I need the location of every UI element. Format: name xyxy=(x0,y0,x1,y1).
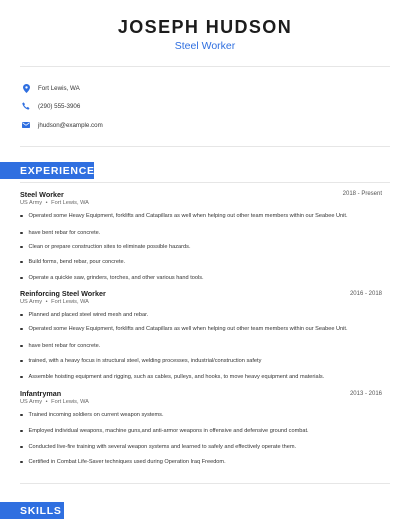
job-dates: 2018 - Present xyxy=(342,191,382,197)
email-link[interactable]: jhudson@example.com xyxy=(38,121,103,129)
job-title: Steel Worker xyxy=(20,190,64,199)
bullet-item: Conducted live-fire training with several weapon systems and learned to safely and effectively operate them. xyxy=(20,444,296,450)
job-org: US Army xyxy=(20,399,43,405)
job-role: Steel Worker xyxy=(174,40,236,52)
job-subtitle xyxy=(20,399,89,405)
job-org: US Army xyxy=(20,200,43,206)
phone-icon xyxy=(22,102,30,110)
contact-phone xyxy=(22,102,80,110)
section-experience: EXPERIENCE xyxy=(0,162,94,179)
phone-text: (290) 555-3906 xyxy=(38,102,81,110)
job-title: Reinforcing Steel Worker xyxy=(20,289,106,298)
name-heading: JOSEPH HUDSON xyxy=(117,17,293,37)
bullet-item: have bent rebar for concrete. xyxy=(20,230,100,236)
job-dates: 2016 - 2018 xyxy=(349,291,382,297)
job-title: Infantryman xyxy=(20,389,62,398)
location-text: Fort Lewis, WA xyxy=(38,84,80,92)
bullet-item: Clean or prepare construction sites to eliminate possible hazards. xyxy=(20,244,191,250)
bullet-item: have bent rebar for concrete. xyxy=(20,343,100,349)
bullet-item: Trained incoming soldiers on current weapon systems. xyxy=(20,412,164,418)
bullet-item: trained, with a heavy focus in structural steel, welding processes, industrial/construction safety xyxy=(20,358,261,364)
job-subtitle xyxy=(20,200,89,206)
divider-contact xyxy=(20,146,390,147)
email-icon xyxy=(22,121,30,129)
job-subtitle xyxy=(20,299,89,305)
job-location: Fort Lewis, WA xyxy=(51,399,89,405)
bullet-item: Assemble hoisting equipment and rigging, such as cables, pulleys, and hooks, to move heavy equipment and materials. xyxy=(20,374,324,380)
bullet-item: Planned and placed steel wired mesh and rebar. xyxy=(20,312,148,318)
bullet-item: Employed individual weapons, machine guns,and anti-armor weapons in offensive and defensive ground combat. xyxy=(20,428,309,434)
location-pin-icon xyxy=(22,84,30,92)
job-org: US Army xyxy=(20,299,43,305)
divider-top xyxy=(20,66,390,67)
bullet-item: Operated some Heavy Equipment, forklifts and Catapillars as well when helping out other team members within our Seabee Unit. xyxy=(20,213,348,219)
divider-experience xyxy=(20,182,390,183)
job-location: Fort Lewis, WA xyxy=(51,200,89,206)
job-dates: 2013 - 2016 xyxy=(349,391,382,397)
job-separator: • xyxy=(45,299,48,305)
job-separator: • xyxy=(45,399,48,405)
bullet-item: Operated some Heavy Equipment, forklifts and Catapillars as well when helping out other team members within our Seabee Unit. xyxy=(20,326,348,332)
contact-location xyxy=(22,84,80,92)
section-skills: SKILLS xyxy=(0,502,64,519)
job-location: Fort Lewis, WA xyxy=(51,299,89,305)
bullet-item: Certified in Combat Life-Saver techniques used during Operation Iraq Freedom. xyxy=(20,459,226,465)
job-separator: • xyxy=(45,200,48,206)
contact-email xyxy=(22,121,103,129)
bullet-item: Build forms, bend rebar, pour concrete. xyxy=(20,259,125,265)
bullet-item: Operate a quickie saw, grinders, torches, and other various hand tools. xyxy=(20,275,204,281)
divider-skills xyxy=(20,483,390,484)
